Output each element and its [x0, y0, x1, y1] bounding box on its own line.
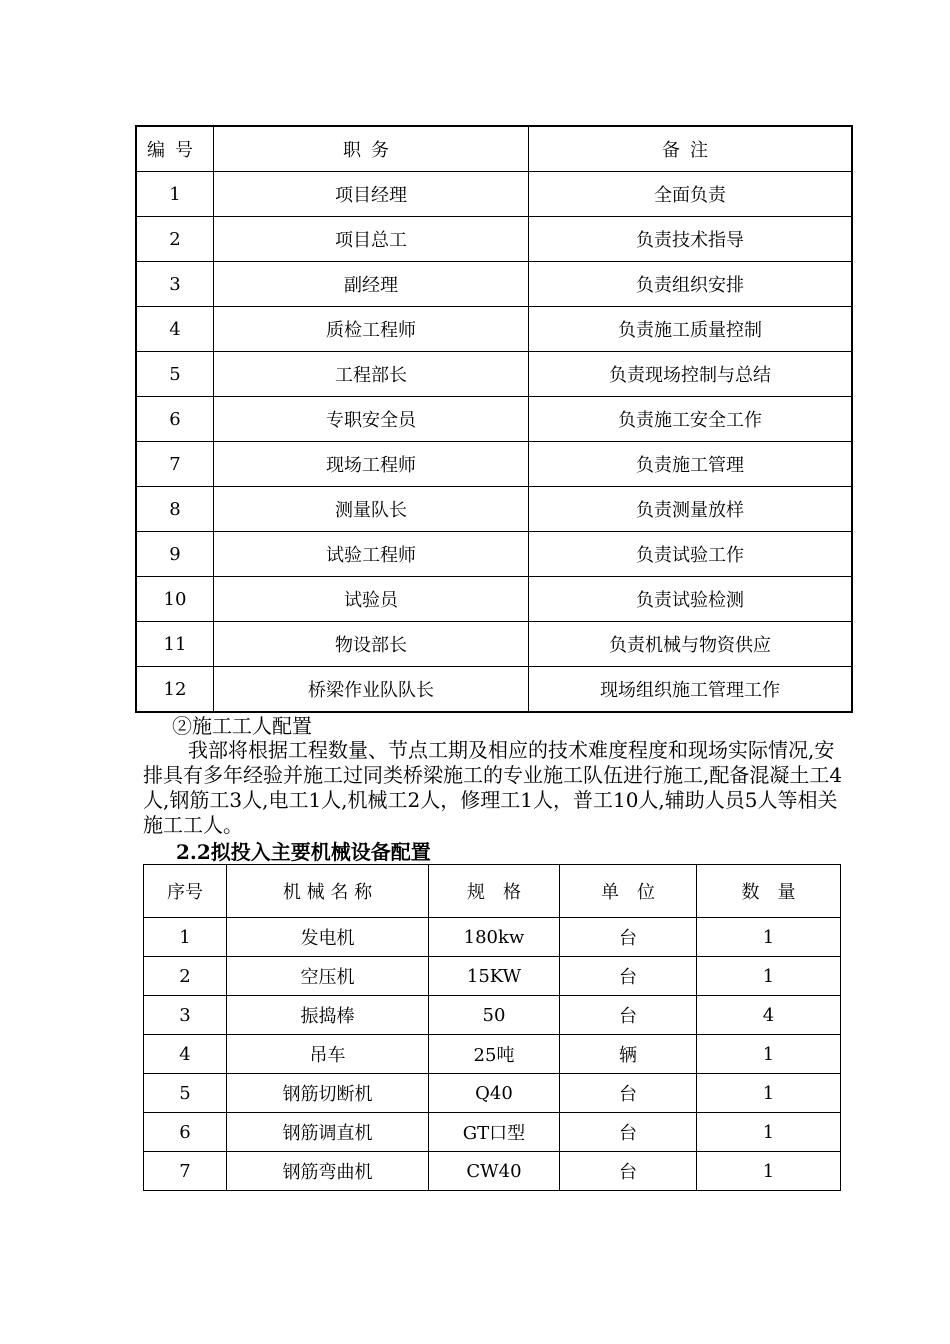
- equipment-section-heading: 2.2拟投入主要机械设备配置: [176, 840, 431, 864]
- cell-unit: 台: [560, 1113, 697, 1152]
- cell-remarks: 全面负责: [529, 172, 853, 217]
- cell-quantity: 4: [697, 996, 841, 1035]
- cell-position: 物设部长: [214, 622, 529, 667]
- cell-position: 测量队长: [214, 487, 529, 532]
- cell-spec: 180kw: [429, 918, 560, 957]
- cell-remarks: 负责试验检测: [529, 577, 853, 622]
- cell-machine-name: 发电机: [227, 918, 429, 957]
- cell-quantity: 1: [697, 1113, 841, 1152]
- workers-section-heading: ②施工工人配置: [172, 714, 312, 738]
- header-quantity: 数 量: [697, 865, 841, 918]
- table-row: [144, 1074, 841, 1113]
- cell-number: 2: [136, 217, 214, 262]
- workers-paragraph-text: 我部将根据工程数量、节点工期及相应的技术难度程度和现场实际情况,安排具有多年经验并施工过同类桥梁施工的专业施工队伍进行施工,配备混凝土工4人,钢筋工3人,电工1人,机械工2人，修理工1人，普工10人,辅助人员5人等相关施工工人。: [143, 738, 843, 837]
- cell-unit: 台: [560, 996, 697, 1035]
- cell-machine-name: 钢筋切断机: [227, 1074, 429, 1113]
- equipment-table-header: [144, 865, 841, 918]
- workers-paragraph: [143, 738, 853, 838]
- cell-spec: GT口型: [429, 1113, 560, 1152]
- header-machine-name: 机 械 名 称: [227, 865, 429, 918]
- cell-position: 项目总工: [214, 217, 529, 262]
- cell-remarks: 负责施工质量控制: [529, 307, 853, 352]
- header-spec: 规 格: [429, 865, 560, 918]
- cell-remarks: 负责机械与物资供应: [529, 622, 853, 667]
- cell-unit: 台: [560, 957, 697, 996]
- cell-spec: 15KW: [429, 957, 560, 996]
- table-row: [144, 1152, 841, 1191]
- cell-number: 9: [136, 532, 214, 577]
- cell-number: 7: [136, 442, 214, 487]
- table-row: [136, 262, 852, 307]
- cell-position: 项目经理: [214, 172, 529, 217]
- cell-position: 试验工程师: [214, 532, 529, 577]
- table-row: [144, 996, 841, 1035]
- cell-number: 6: [136, 397, 214, 442]
- cell-number: 5: [136, 352, 214, 397]
- cell-quantity: 1: [697, 918, 841, 957]
- cell-machine-name: 振捣棒: [227, 996, 429, 1035]
- cell-remarks: 负责试验工作: [529, 532, 853, 577]
- cell-remarks: 负责施工管理: [529, 442, 853, 487]
- table-row: [136, 577, 852, 622]
- header-remarks: 备注: [529, 126, 853, 172]
- cell-position: 桥梁作业队队长: [214, 667, 529, 713]
- cell-number: 1: [136, 172, 214, 217]
- staff-table: [135, 125, 853, 713]
- table-row: [136, 622, 852, 667]
- table-row: [136, 352, 852, 397]
- cell-number: 8: [136, 487, 214, 532]
- cell-spec: 25吨: [429, 1035, 560, 1074]
- cell-remarks: 负责现场控制与总结: [529, 352, 853, 397]
- header-serial: 序号: [144, 865, 227, 918]
- cell-number: 12: [136, 667, 214, 713]
- cell-unit: 辆: [560, 1035, 697, 1074]
- cell-machine-name: 吊车: [227, 1035, 429, 1074]
- cell-serial: 6: [144, 1113, 227, 1152]
- cell-number: 10: [136, 577, 214, 622]
- cell-remarks: 负责施工安全工作: [529, 397, 853, 442]
- table-row: [144, 918, 841, 957]
- cell-serial: 5: [144, 1074, 227, 1113]
- cell-position: 现场工程师: [214, 442, 529, 487]
- cell-number: 4: [136, 307, 214, 352]
- cell-machine-name: 钢筋调直机: [227, 1113, 429, 1152]
- table-row: [136, 397, 852, 442]
- cell-serial: 1: [144, 918, 227, 957]
- cell-unit: 台: [560, 1074, 697, 1113]
- table-row: [136, 532, 852, 577]
- cell-spec: Q40: [429, 1074, 560, 1113]
- cell-unit: 台: [560, 1152, 697, 1191]
- cell-position: 副经理: [214, 262, 529, 307]
- header-position: 职务: [214, 126, 529, 172]
- table-row: [136, 442, 852, 487]
- cell-number: 3: [136, 262, 214, 307]
- cell-quantity: 1: [697, 1074, 841, 1113]
- cell-serial: 3: [144, 996, 227, 1035]
- cell-quantity: 1: [697, 957, 841, 996]
- table-row: [144, 957, 841, 996]
- cell-machine-name: 钢筋弯曲机: [227, 1152, 429, 1191]
- table-row: [136, 667, 852, 713]
- cell-serial: 4: [144, 1035, 227, 1074]
- table-row: [136, 217, 852, 262]
- cell-quantity: 1: [697, 1035, 841, 1074]
- cell-number: 11: [136, 622, 214, 667]
- table-row: [136, 487, 852, 532]
- cell-spec: CW40: [429, 1152, 560, 1191]
- table-row: [144, 1035, 841, 1074]
- cell-position: 专职安全员: [214, 397, 529, 442]
- cell-remarks: 负责技术指导: [529, 217, 853, 262]
- cell-remarks: 负责测量放样: [529, 487, 853, 532]
- cell-spec: 50: [429, 996, 560, 1035]
- header-number: 编号: [136, 126, 214, 172]
- table-row: [144, 1113, 841, 1152]
- cell-position: 质检工程师: [214, 307, 529, 352]
- cell-serial: 2: [144, 957, 227, 996]
- cell-remarks: 现场组织施工管理工作: [529, 667, 853, 713]
- cell-position: 工程部长: [214, 352, 529, 397]
- cell-serial: 7: [144, 1152, 227, 1191]
- cell-unit: 台: [560, 918, 697, 957]
- table-row: [136, 307, 852, 352]
- cell-quantity: 1: [697, 1152, 841, 1191]
- staff-table-header: [136, 126, 852, 172]
- cell-machine-name: 空压机: [227, 957, 429, 996]
- equipment-table: [143, 864, 841, 1191]
- cell-remarks: 负责组织安排: [529, 262, 853, 307]
- cell-position: 试验员: [214, 577, 529, 622]
- table-row: [136, 172, 852, 217]
- header-unit: 单 位: [560, 865, 697, 918]
